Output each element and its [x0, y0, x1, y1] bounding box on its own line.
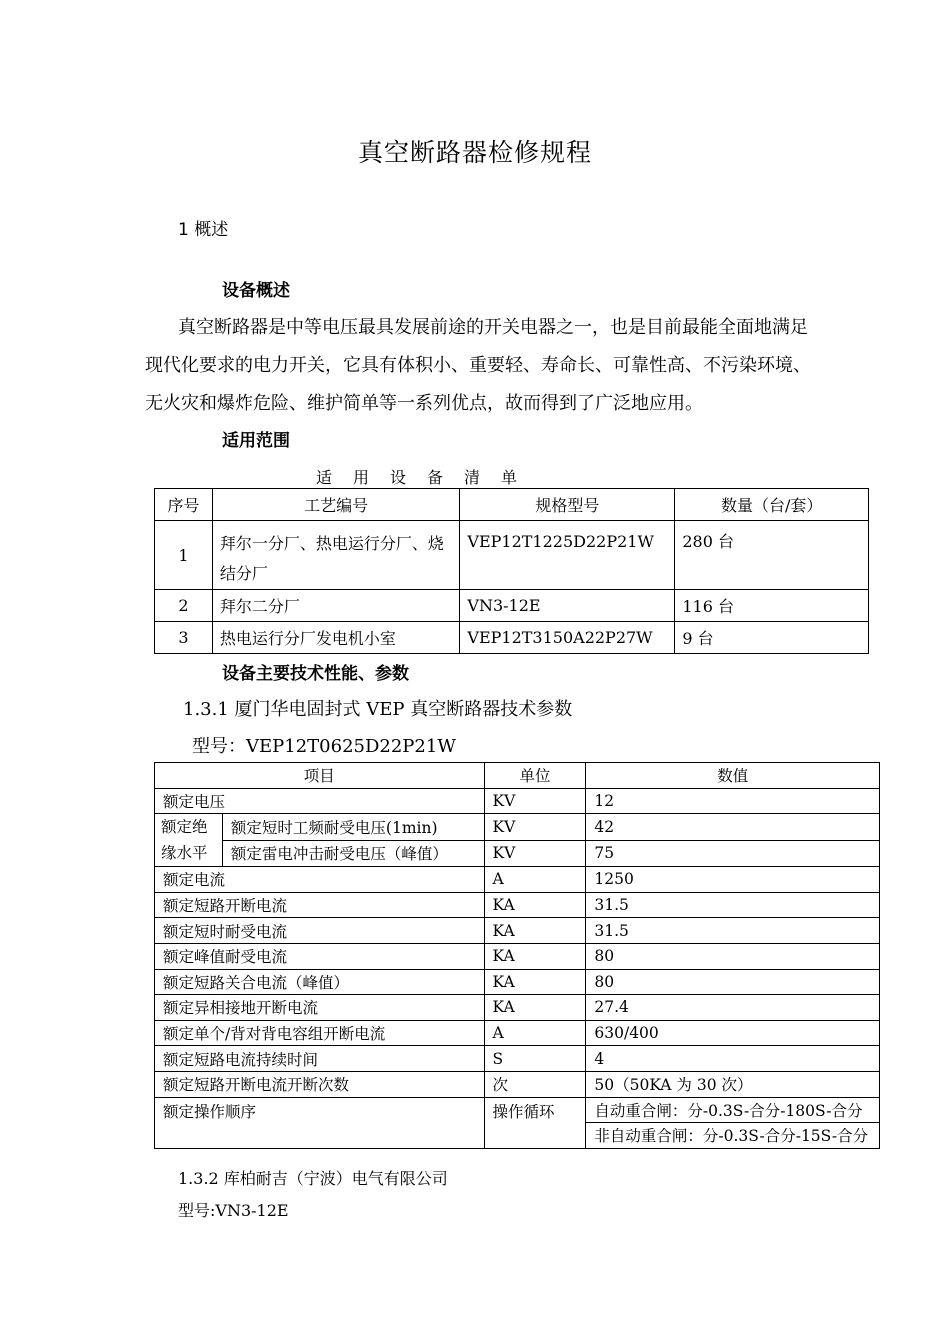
- table-row: [155, 1046, 880, 1072]
- table-cell: 额定单个/背对背电容组开断电流: [155, 1020, 485, 1046]
- table-cell: 额定短时耐受电流: [155, 918, 485, 944]
- table-row: [155, 840, 880, 867]
- section-heading-overview: 1 概述: [178, 220, 229, 240]
- table-row: [155, 1071, 880, 1097]
- table-row: [155, 892, 880, 918]
- parameter-table: [154, 762, 880, 1149]
- table-cell: VN3-12E: [460, 590, 675, 622]
- table-row: [155, 1097, 880, 1123]
- header-cell: 项目: [155, 763, 485, 789]
- header-cell: 工艺编号: [212, 489, 459, 521]
- table-row: [155, 918, 880, 944]
- table-cell: 27.4: [586, 995, 880, 1021]
- table-cell: KA: [484, 969, 586, 995]
- table-cell: A: [484, 1020, 586, 1046]
- subheading-equipment-overview: 设备概述: [222, 281, 290, 301]
- table-cell: 80: [586, 969, 880, 995]
- table-cell: 额定短时工频耐受电压(1min): [222, 814, 484, 841]
- table-cell: 额定峰值耐受电流: [155, 943, 485, 969]
- table-cell: 操作循环: [484, 1097, 586, 1148]
- table-cell: 2: [155, 590, 213, 622]
- table-row: [155, 814, 880, 841]
- table-cell: KA: [484, 995, 586, 1021]
- header-cell: 序号: [155, 489, 213, 521]
- overview-text: 真空断路器是中等电压最具发展前途的开关电器之一，也是目前最能全面地满足现代化要求的电力开关，它具有体积小、重要轻、寿命长、可靠性高、不污染环境、无火灾和爆炸危险、维护简单等一系列优点，故而得到了广泛地应用。: [145, 317, 811, 414]
- table-cell: KV: [484, 814, 586, 841]
- table-row: [155, 867, 880, 893]
- table-cell: 12: [586, 788, 880, 814]
- table-cell: 额定异相接地开断电流: [155, 995, 485, 1021]
- table-cell: 非自动重合闸：分-0.3S-合分-15S-合分: [586, 1123, 880, 1149]
- subheading-scope: 适用范围: [222, 431, 290, 451]
- table-cell: 1250: [586, 867, 880, 893]
- table-cell: 额定短路开断电流开断次数: [155, 1071, 485, 1097]
- model-number-2: 型号:VN3-12E: [178, 1201, 289, 1220]
- header-cell: 数量（台/套）: [675, 489, 869, 521]
- table-cell: S: [484, 1046, 586, 1072]
- table-cell: 1: [155, 521, 213, 590]
- table-cell: 42: [586, 814, 880, 841]
- subsection-1-title: 1.3.1 厦门华电固封式 VEP 真空断路器技术参数: [183, 699, 573, 720]
- table-cell: 630/400: [586, 1020, 880, 1046]
- table-cell: 拜尔一分厂、热电运行分厂、烧结分厂: [212, 521, 459, 590]
- table-cell: KA: [484, 892, 586, 918]
- subsection-2-title: 1.3.2 库柏耐吉（宁波）电气有限公司: [178, 1169, 448, 1188]
- overview-paragraph: [145, 309, 815, 423]
- table-cell: 额定绝缘水平: [155, 814, 223, 867]
- table-cell: 额定电流: [155, 867, 485, 893]
- table-row: [155, 943, 880, 969]
- table-cell: 额定短路开断电流: [155, 892, 485, 918]
- table-cell: KA: [484, 943, 586, 969]
- table-cell: 116 台: [675, 590, 869, 622]
- table-cell: 额定操作顺序: [155, 1097, 485, 1148]
- header-cell: 规格型号: [460, 489, 675, 521]
- table-cell: 4: [586, 1046, 880, 1072]
- header-cell: 单位: [484, 763, 586, 789]
- subheading-technical-parameters: 设备主要技术性能、参数: [222, 664, 409, 684]
- table-cell: 额定电压: [155, 788, 485, 814]
- table-cell: 280 台: [675, 521, 869, 590]
- table-cell: 额定雷电冲击耐受电压（峰值）: [222, 840, 484, 867]
- table-header-row: [155, 489, 869, 521]
- table-cell: 次: [484, 1071, 586, 1097]
- table-cell: KV: [484, 840, 586, 867]
- table-cell: 31.5: [586, 892, 880, 918]
- table-cell: KV: [484, 788, 586, 814]
- header-cell: 数值: [586, 763, 880, 789]
- table-cell: 80: [586, 943, 880, 969]
- equipment-list-caption: 适用设备清单: [316, 468, 539, 487]
- table-header-row: [155, 763, 880, 789]
- table-cell: KA: [484, 918, 586, 944]
- table-row: [155, 995, 880, 1021]
- table-row: [155, 590, 869, 622]
- table-cell: 31.5: [586, 918, 880, 944]
- table-cell: A: [484, 867, 586, 893]
- table-cell: 9 台: [675, 622, 869, 654]
- equipment-table: [154, 488, 869, 654]
- table-cell: 自动重合闸：分-0.3S-合分-180S-合分: [586, 1097, 880, 1123]
- table-cell: 3: [155, 622, 213, 654]
- table-cell: 拜尔二分厂: [212, 590, 459, 622]
- model-number-1: 型号：VEP12T0625D22P21W: [192, 736, 456, 757]
- table-cell: 50（50KA 为 30 次）: [586, 1071, 880, 1097]
- table-row: [155, 622, 869, 654]
- page-title: 真空断路器检修规程: [357, 138, 592, 167]
- table-row: [155, 969, 880, 995]
- table-cell: VEP12T1225D22P21W: [460, 521, 675, 590]
- table-row: [155, 788, 880, 814]
- table-row: [155, 521, 869, 590]
- table-cell: 额定短路关合电流（峰值）: [155, 969, 485, 995]
- table-cell: 热电运行分厂发电机小室: [212, 622, 459, 654]
- table-row: [155, 1020, 880, 1046]
- table-cell: VEP12T3150A22P27W: [460, 622, 675, 654]
- table-cell: 额定短路电流持续时间: [155, 1046, 485, 1072]
- table-cell: 75: [586, 840, 880, 867]
